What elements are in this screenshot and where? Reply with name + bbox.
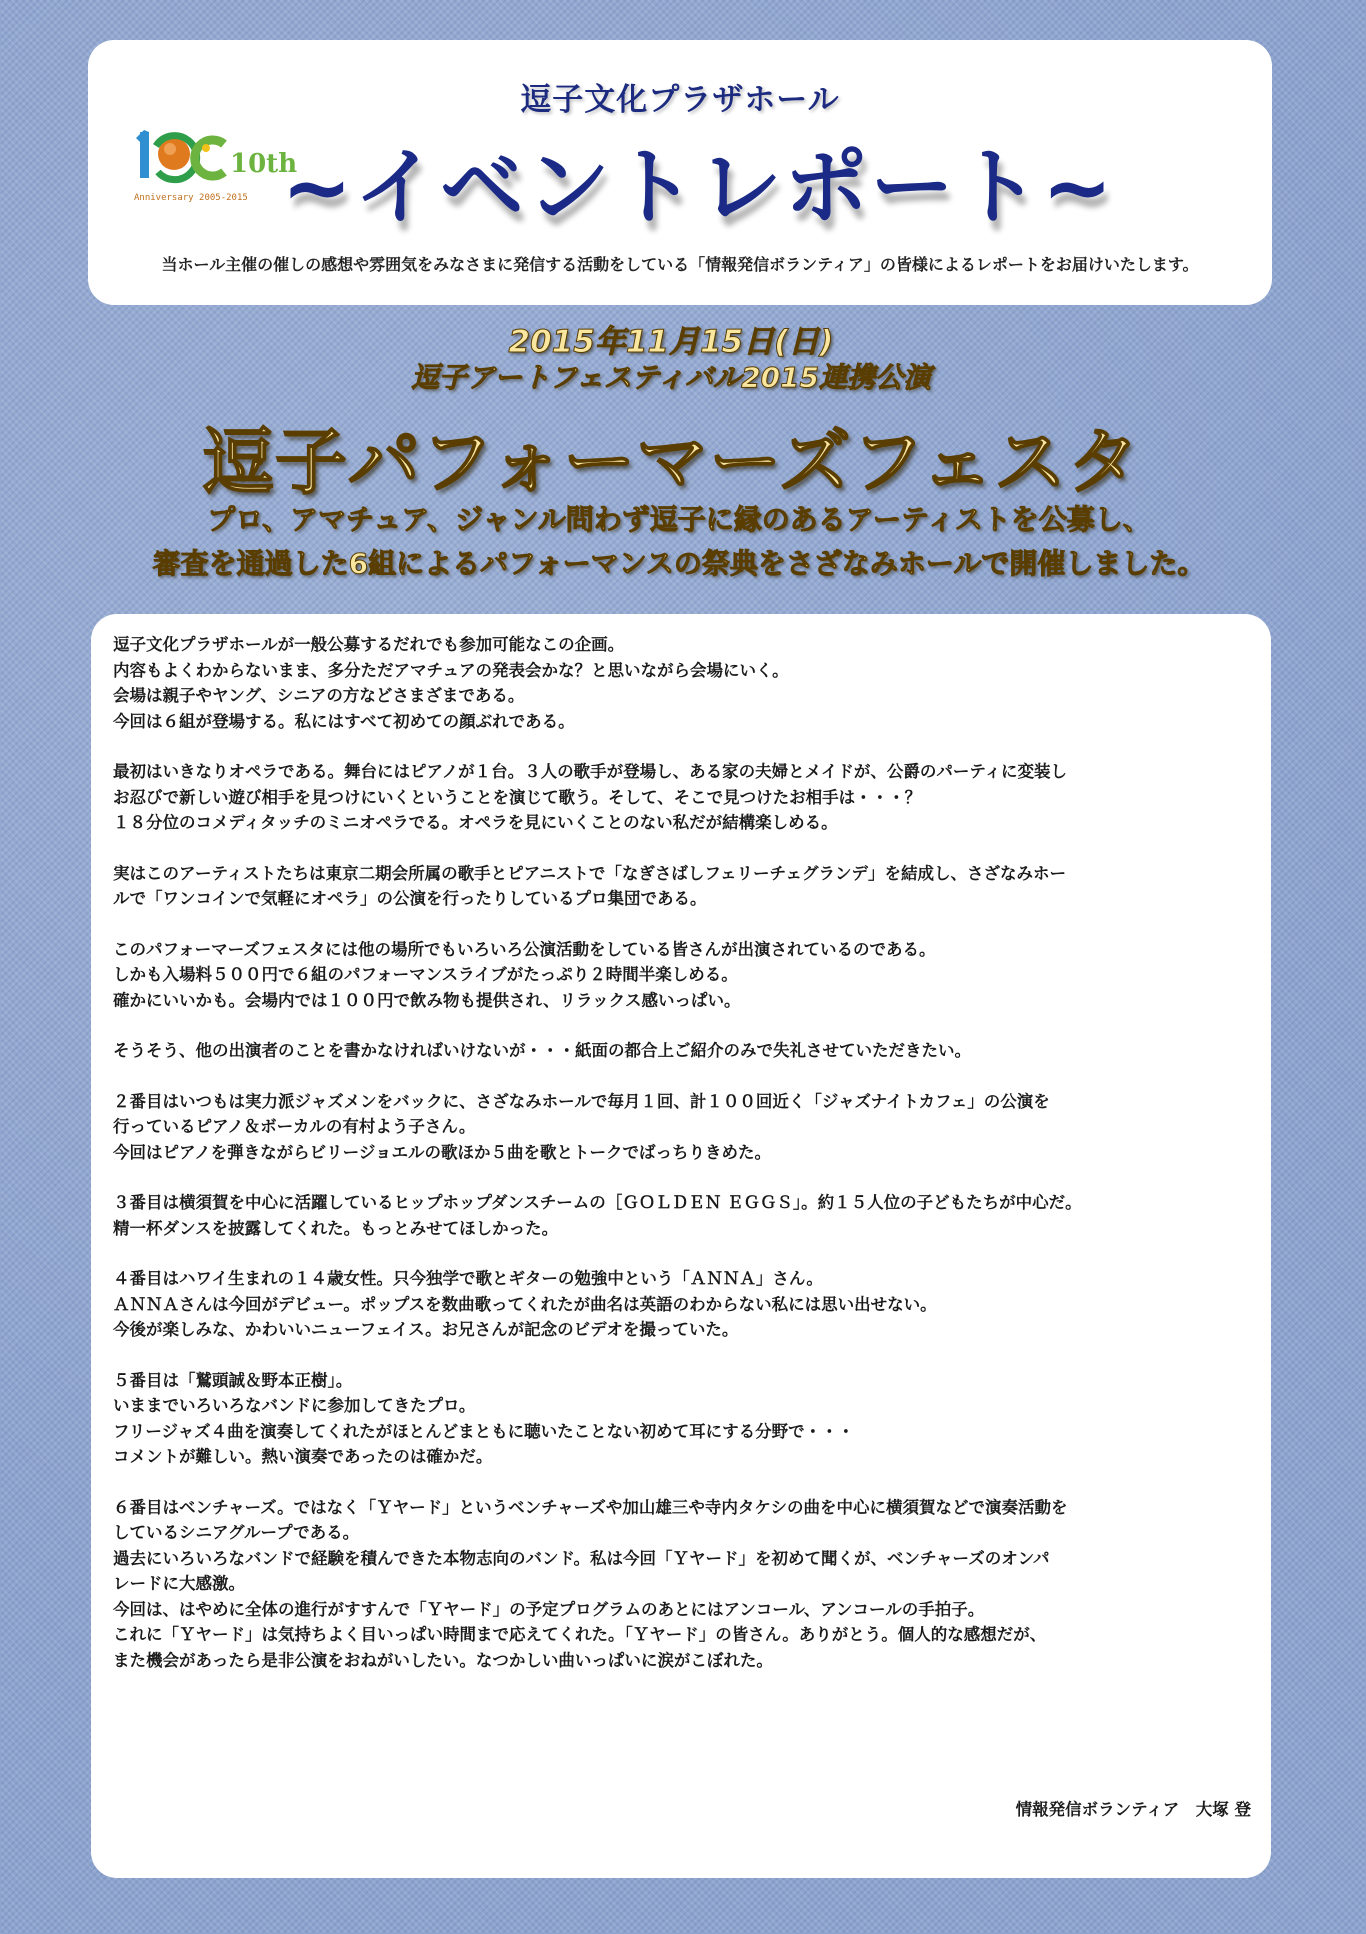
paragraph	[113, 937, 1253, 1014]
text-line: ２番目はいつもは実力派ジャズメンをバックに、さざなみホールで毎月１回、計１００回近く「ジャズナイトカフェ」の公演を	[113, 1091, 1050, 1111]
event-title: 逗子パフォーマーズフェスタ	[201, 420, 1141, 504]
text-line: フリージャズ４曲を演奏してくれたがほとんどまともに聴いたことない初めて耳にする分野で・・・	[113, 1421, 855, 1441]
report-panel	[91, 614, 1271, 1878]
text-line: ４番目はハワイ生まれの１４歳女性。只今独学で歌とギターの勉強中という「ＡＮＮＡ」さん。	[113, 1269, 823, 1288]
paragraph	[113, 1495, 1253, 1674]
text-line: ＡＮＮＡさんは今回がデビュー。ポップスを数曲歌ってくれたが曲名は英語のわからない私には思い出せない。	[113, 1294, 937, 1314]
event-subtitle: 逗子アートフェスティバル2015連携公演	[410, 361, 932, 394]
paragraph	[113, 861, 1253, 912]
text-line: しているシニアグループである。	[113, 1523, 360, 1542]
paragraph	[113, 759, 1253, 836]
text-line: コメントが難しい。熱い演奏であったのは確かだ。	[113, 1447, 493, 1466]
text-line: 逗子文化プラザホールが一般公募するだれでも参加可能なこの企画。	[113, 635, 625, 654]
text-line: 最初はいきなりオペラである。舞台にはピアノが１台。３人の歌手が登場し、ある家の夫婦とメイドが、公爵のパーティに変装し	[113, 762, 1068, 781]
report-title: ~イベントレポート~	[281, 138, 1115, 236]
event-summary-line1: プロ、アマチュア、ジャンル問わず逗子に縁のあるアーティストを公募し、	[207, 503, 1151, 536]
event-date: 2015年11月15日(日)	[508, 324, 834, 360]
paragraph	[113, 1266, 1253, 1343]
text-line: そうそう、他の出演者のことを書かなければいけないが・・・紙面の都合上ご紹介のみで失礼させていただきたい。	[113, 1041, 971, 1060]
text-line: ルで「ワンコインで気軽にオペラ」の公演を行ったりしているプロ集団である。	[113, 889, 707, 908]
text-line: 内容もよくわからないまま、多分ただアマチュアの発表会かな？と思いながら会場にいく。	[113, 660, 789, 680]
text-line: これに「Ｙヤード」は気持ちよく目いっぱい時間まで応えてくれた。「Ｙヤード」の皆さん。ありがとう。個人的な感想だが、	[113, 1625, 1047, 1644]
text-line: 今回はピアノを弾きながらビリージョエルの歌ほか５曲を歌とトークでばっちりきめた。	[113, 1142, 772, 1162]
text-line: 会場は親子やヤング、シニアの方などさまざまである。	[113, 686, 525, 705]
text-line: 今回は６組が登場する。私にはすべて初めての顔ぶれである。	[113, 711, 575, 731]
text-line: レードに大感激。	[113, 1574, 245, 1593]
paragraph	[113, 1089, 1253, 1166]
paragraph	[113, 1190, 1253, 1241]
logo-caption: Anniversary 2005-2015	[134, 193, 248, 203]
event-summary-line2: 審査を通過した6組によるパフォーマンスの祭典をさざなみホールで開催しました。	[152, 547, 1206, 580]
paragraph	[113, 1368, 1253, 1470]
text-line: いままでいろいろなバンドに参加してきたプロ。	[113, 1396, 476, 1415]
text-line: ６番目はベンチャーズ。ではなく「Ｙヤード」というベンチャーズや加山雄三や寺内タケシの曲を中心に横須賀などで演奏活動を	[113, 1497, 1068, 1517]
text-line: 確かにいいかも。会場内では１００円で飲み物も提供され、リラックス感いっぱい。	[113, 990, 741, 1010]
text-line: 実はこのアーティストたちは東京二期会所属の歌手とピアニストで「なぎさばしフェリーチェグランデ」を結成し、さざなみホー	[113, 863, 1067, 883]
text-line: 精一杯ダンスを披露してくれた。もっとみせてほしかった。	[113, 1218, 559, 1238]
text-line: 今回は、はやめに全体の進行がすすんで「Ｙヤード」の予定プログラムのあとにはアンコール、アンコールの手拍子。	[113, 1599, 985, 1619]
report-body	[113, 632, 1253, 1698]
author-signature: 情報発信ボランティア 大塚 登	[1015, 1800, 1251, 1819]
header-panel	[88, 40, 1272, 305]
intro-text: 当ホール主催の催しの感想や雰囲気をみなさまに発信する活動をしている「情報発信ボランティア」の皆様によるレポートをお届けいたします。	[161, 255, 1199, 274]
text-line: お忍びで新しい遊び相手を見つけにいくということを演じて歌う。そして、そこで見つけたお相手は・・・？	[113, 787, 922, 807]
text-line: ３番目は横須賀を中心に活躍しているヒップホップダンスチームの［ＧＯＬＤＥＮ ＥＧＧＳ」。約１５人位の子どもたちが中心だ。	[113, 1193, 1082, 1212]
paragraph	[113, 1038, 1253, 1064]
text-line: このパフォーマーズフェスタには他の場所でもいろいろ公演活動をしている皆さんが出演されているのである。	[113, 939, 936, 959]
text-line: また機会があったら是非公演をおねがいしたい。なつかしい曲いっぱいに涙がこぼれた。	[113, 1650, 773, 1670]
logo-th-text: 10th	[230, 149, 298, 179]
text-line: しかも入場料５００円で６組のパフォーマンスライブがたっぷり２時間半楽しめる。	[113, 965, 738, 984]
paragraph	[113, 632, 1253, 734]
text-line: １８分位のコメディタッチのミニオペラでる。オペラを見にいくことのない私だが結構楽しめる。	[113, 813, 838, 832]
text-line: ５番目は「鷲頭誠＆野本正樹」。	[113, 1370, 353, 1390]
venue-title: 逗子文化プラザホール	[520, 82, 840, 118]
text-line: 今後が楽しみな、かわいいニューフェイス。お兄さんが記念のビデオを撮っていた。	[113, 1320, 739, 1339]
text-line: 過去にいろいろなバンドで経験を積んできた本物志向のバンド。私は今回「Ｙヤード」を初めて聞くが、ベンチャーズのオンパ	[113, 1548, 1050, 1568]
text-line: 行っているピアノ＆ボーカルの有村よう子さん。	[113, 1117, 476, 1136]
